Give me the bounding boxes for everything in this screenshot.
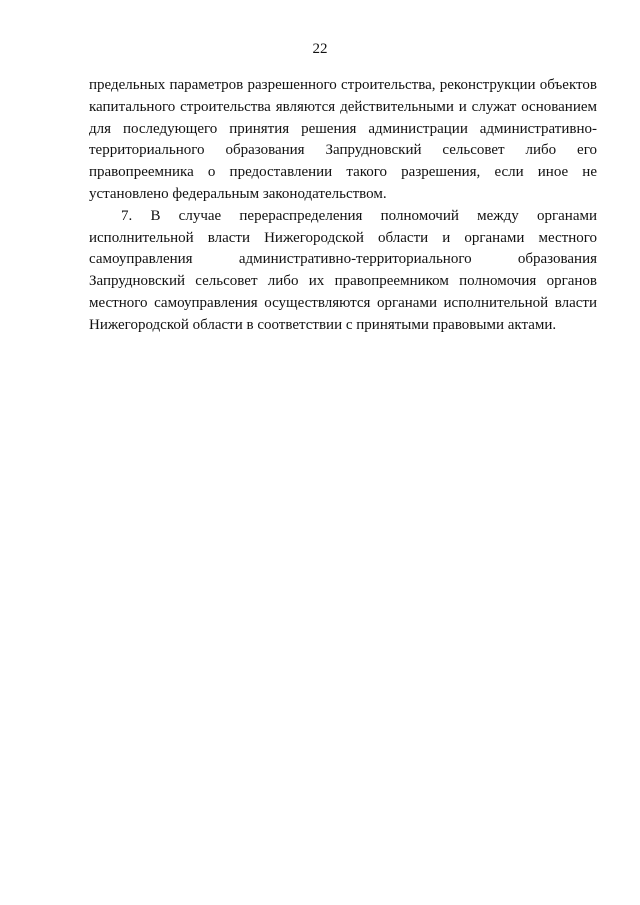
paragraph-continuation: предельных параметров разрешенного строительства, реконструкции объектов капитального строительства являются действительными и служат основанием для последующего принятия решения администрации административно-территориального образования Запрудновский сельсовет либо его правопреемника о предоставлении такого разрешения, если иное не установлено федеральным законодательством. — [89, 77, 597, 202]
document-body — [89, 75, 597, 337]
page-number: 22 — [312, 41, 328, 57]
paragraph-item-7: 7. В случае перераспределения полномочий между органами исполнительной власти Нижегородской области и органами местного самоуправления административно-территориального образования Запрудновский сельсовет либо их правопреемником полномочия органов местного самоуправления осуществляются органами исполнительной власти Нижегородской области в соответствии с принятыми правовыми актами. — [89, 207, 597, 333]
